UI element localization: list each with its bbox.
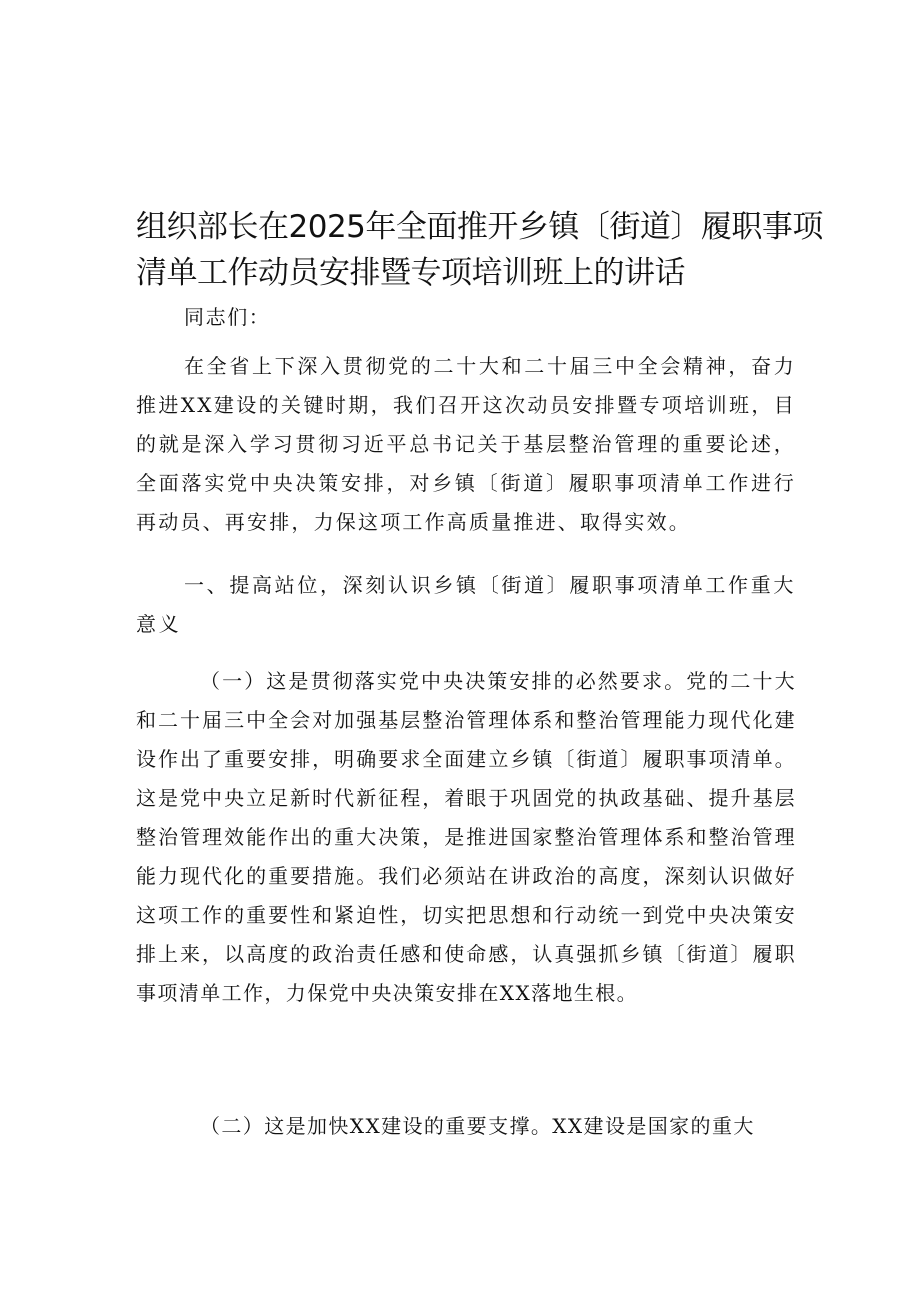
subsection-paragraph-1: （一）这是贯彻落实党中央决策安排的必然要求。党的二十大和二十届三中全会对加强基层整治管理体系和整治管理能力现代化建设作出了重要安排，明确要求全面建立乡镇〔街道〕履职事项清单。这是党中央立足新时代新征程，着眼于巩固党的执政基础、提升基层整治管理效能作出的重大决策，是推进国家整治管理体系和整治管理能力现代化的重要措施。我们必须站在讲政治的高度，深刻认识做好这项工作的重要性和紧迫性，切实把思想和行动统一到党中央决策安排上来，以高度的政治责任感和使命感，认真强抓乡镇〔街道〕履职事项清单工作，力保党中央决策安排在XX落地生根。 — [136, 669, 796, 1005]
document-title — [136, 204, 823, 296]
title-line-2: 清单工作动员安排暨专项培训班上的讲话 — [136, 255, 685, 291]
intro-paragraph: 在全省上下深入贯彻党的二十大和二十届三中全会精神，奋力推进XX建设的关键时期，我们召开这次动员安排暨专项培训班，目的就是深入学习贯彻习近平总书记关于基层整治管理的重要论述，全面落实党中央决策安排，对乡镇〔街道〕履职事项清单工作进行再动员、再安排，力保这项工作高质量推进、取得实效。 — [136, 354, 796, 534]
greeting: 同志们： — [184, 305, 271, 329]
subsection-paragraph-2: （二）这是加快XX建设的重要支撑。XX建设是国家的重大 — [200, 1114, 755, 1138]
section-heading-1: 一、提高站位，深刻认识乡镇〔街道〕履职事项清单工作重大意义 — [136, 573, 796, 636]
title-line-1: 组织部长在2025年全面推开乡镇〔街道〕履职事项 — [136, 209, 823, 245]
